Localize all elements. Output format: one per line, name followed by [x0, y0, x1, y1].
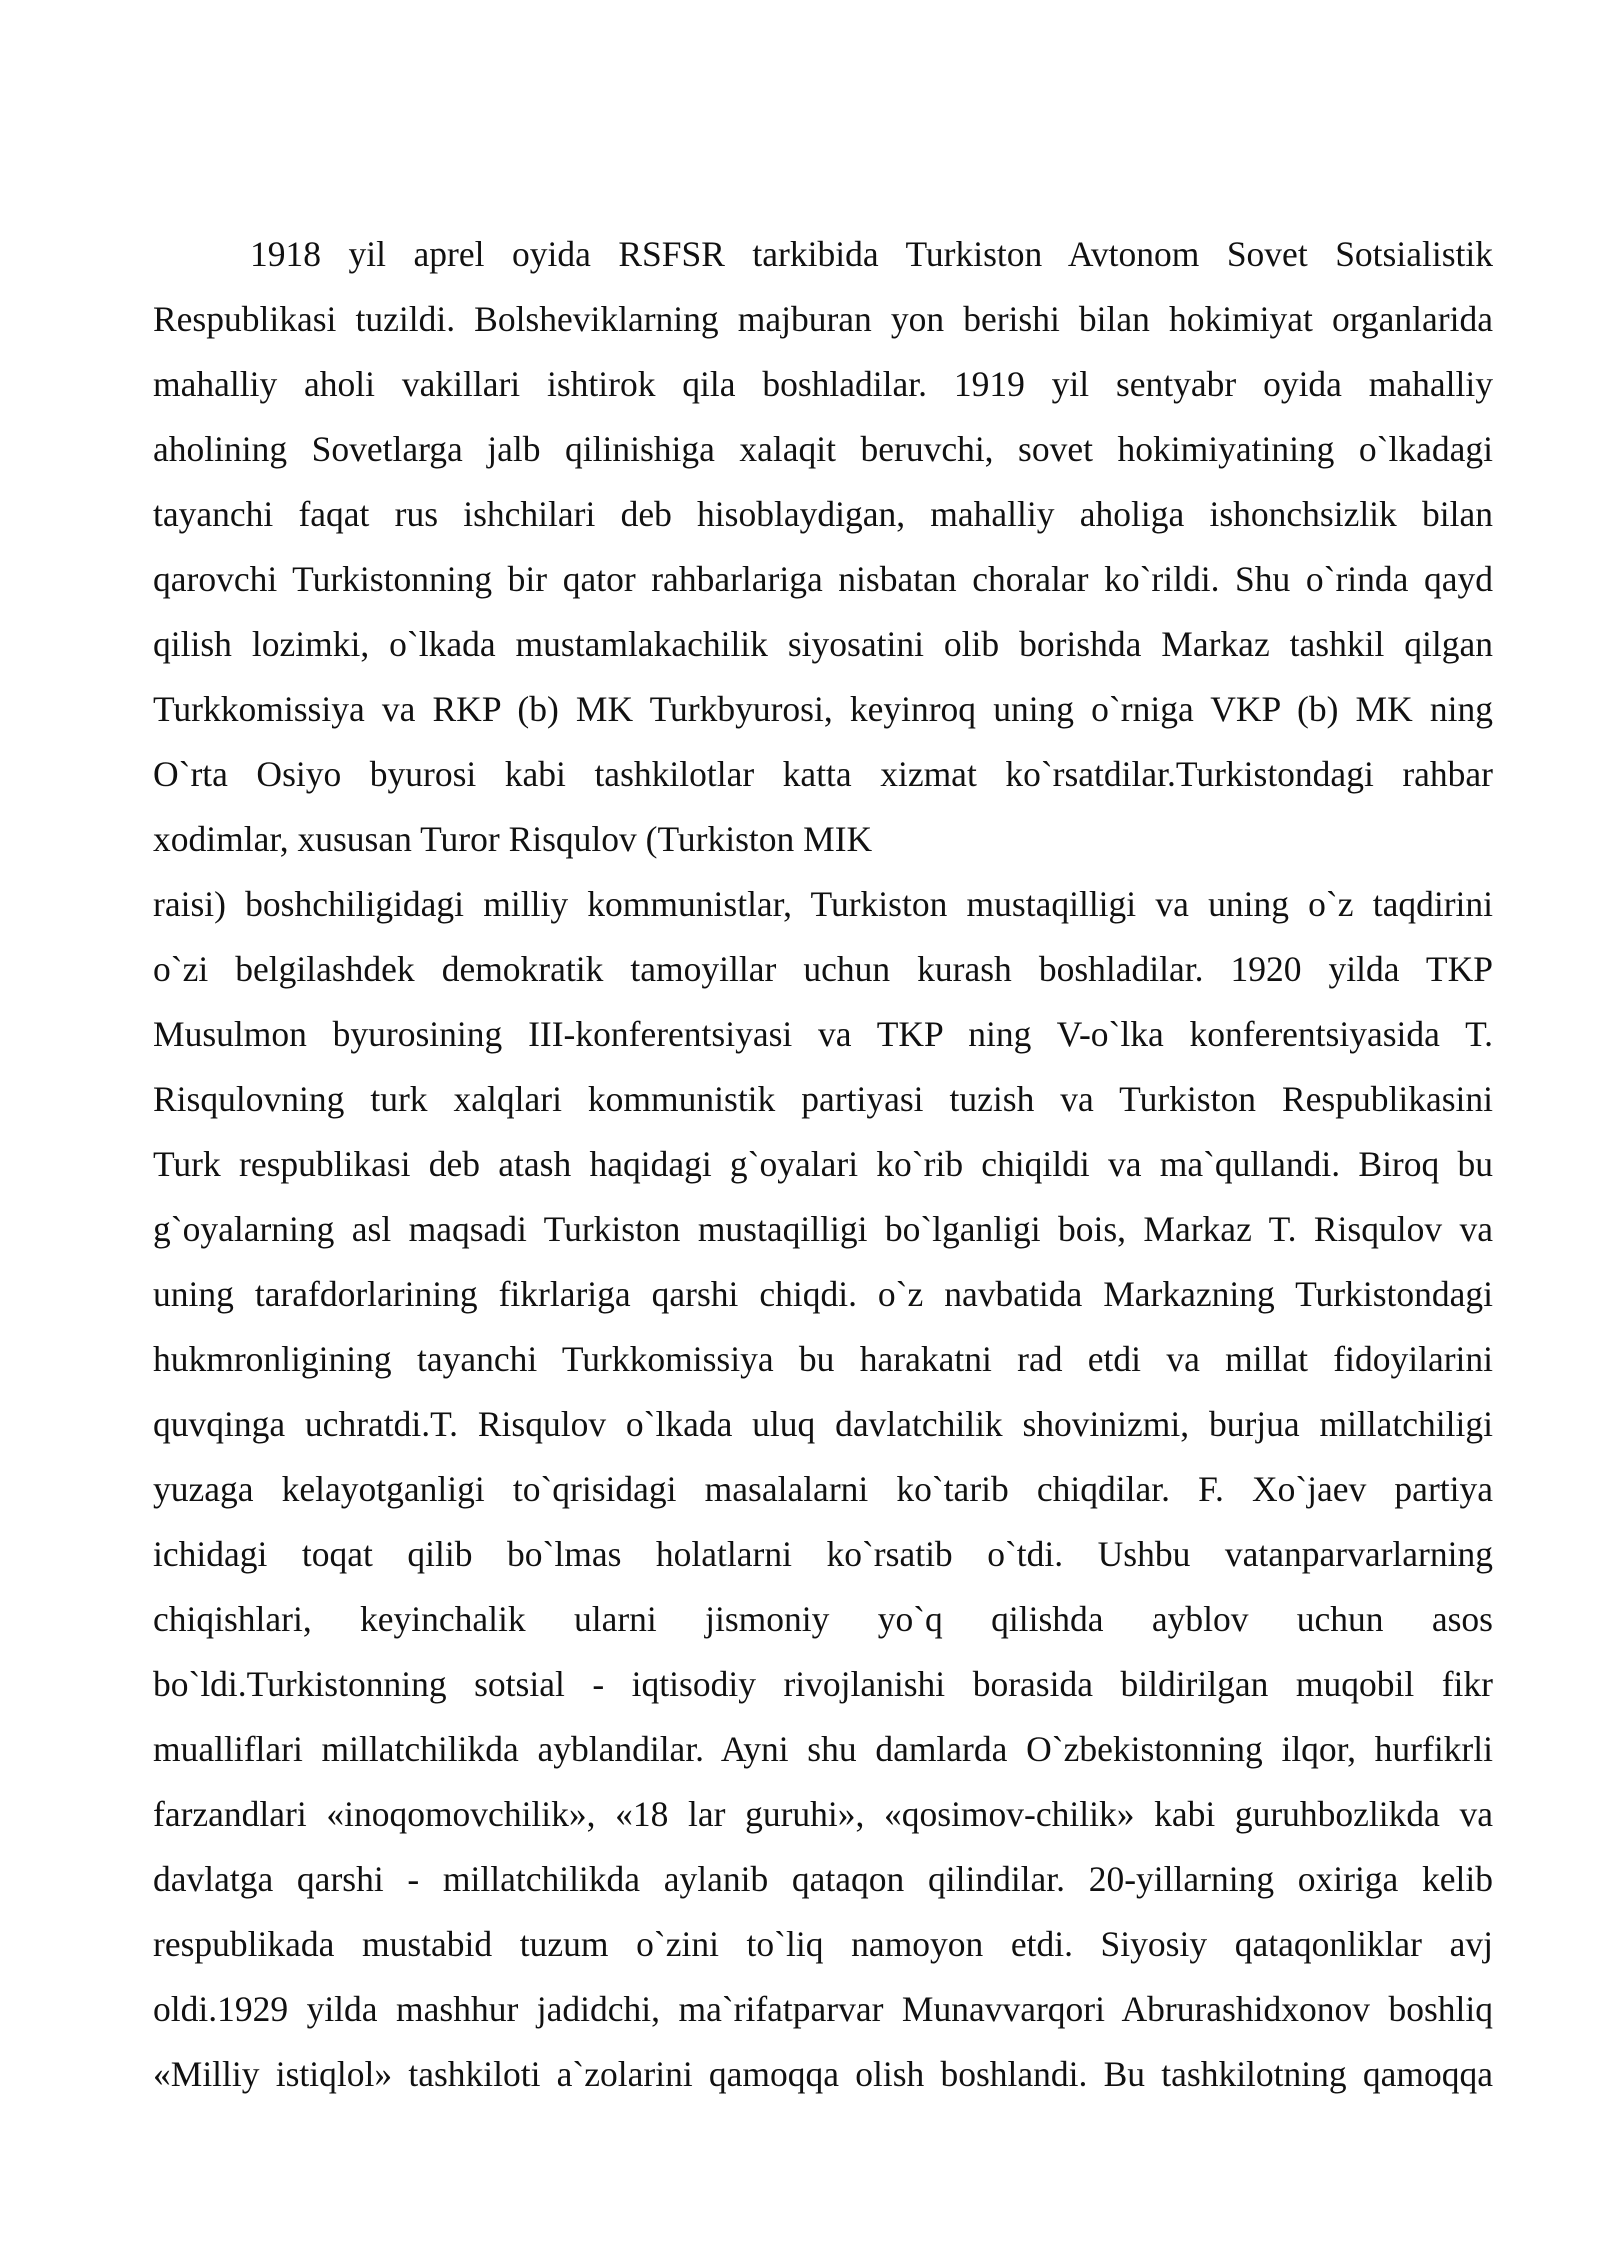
text-line: Respublikasi tuzildi. Bolsheviklarning majburan yon berishi bilan hokimiyat organlarida: [153, 299, 1493, 339]
text-line: g`oyalarning asl maqsadi Turkiston mustaqilligi bo`lganligi bois, Markaz T. Risqulov va: [153, 1209, 1493, 1249]
text-line: Risqulovning turk xalqlari kommunistik partiyasi tuzish va Turkiston Respublikasini: [153, 1079, 1493, 1119]
text-line: davlatga qarshi - millatchilikda aylanib qataqon qilindilar. 20-yillarning oxiriga kelib: [153, 1859, 1493, 1899]
text-line: hukmronligining tayanchi Turkkomissiya bu harakatni rad etdi va millat fidoyilarini: [153, 1339, 1493, 1379]
text-line: Turk respublikasi deb atash haqidagi g`oyalari ko`rib chiqildi va ma`qullandi. Biroq bu: [153, 1144, 1493, 1184]
text-line: 1918 yil aprel oyida RSFSR tarkibida Turkiston Avtonom Sovet Sotsialistik: [250, 234, 1493, 274]
text-line: o`zi belgilashdek demokratik tamoyillar uchun kurash boshladilar. 1920 yilda TKP: [153, 949, 1493, 989]
text-line: aholining Sovetlarga jalb qilinishiga xalaqit beruvchi, sovet hokimiyatining o`lkadagi: [153, 429, 1493, 469]
text-line: quvqinga uchratdi.T. Risqulov o`lkada uluq davlatchilik shovinizmi, burjua millatchiligi: [153, 1404, 1493, 1444]
text-line: ichidagi toqat qilib bo`lmas holatlarni ko`rsatib o`tdi. Ushbu vatanparvarlarning: [153, 1534, 1493, 1574]
text-line: mualliflari millatchilikda ayblandilar. Ayni shu damlarda O`zbekistonning ilqor, hurfikrli: [153, 1729, 1493, 1769]
text-line: farzandlari «inoqomovchilik», «18 lar guruhi», «qosimov-chilik» kabi guruhbozlikda va: [153, 1794, 1493, 1834]
text-line: uning tarafdorlarining fikrlariga qarshi chiqdi. o`z navbatida Markazning Turkistondagi: [153, 1274, 1493, 1314]
text-line: mahalliy aholi vakillari ishtirok qila boshladilar. 1919 yil sentyabr oyida mahalliy: [153, 364, 1493, 404]
text-line: raisi) boshchiligidagi milliy kommunistlar, Turkiston mustaqilligi va uning o`z taqdirini: [153, 884, 1493, 924]
text-line: chiqishlari, keyinchalik ularni jismoniy yo`q qilishda ayblov uchun asos: [153, 1599, 1493, 1639]
text-line: bo`ldi.Turkistonning sotsial - iqtisodiy rivojlanishi borasida bildirilgan muqobil fikr: [153, 1664, 1493, 1704]
body-paragraph: [153, 222, 1493, 2107]
text-line: qilish lozimki, o`lkada mustamlakachilik siyosatini olib borishda Markaz tashkil qilgan: [153, 624, 1493, 664]
text-line: tayanchi faqat rus ishchilari deb hisoblaydigan, mahalliy aholiga ishonchsizlik bilan: [153, 494, 1493, 534]
text-line: xodimlar, xususan Turor Risqulov (Turkiston MIK: [153, 819, 873, 859]
text-line: oldi.1929 yilda mashhur jadidchi, ma`rifatparvar Munavvarqori Abrurashidxonov boshliq: [153, 1989, 1493, 2029]
text-line: O`rta Osiyo byurosi kabi tashkilotlar katta xizmat ko`rsatdilar.Turkistondagi rahbar: [153, 754, 1493, 794]
text-line: yuzaga kelayotganligi to`qrisidagi masalalarni ko`tarib chiqdilar. F. Xo`jaev partiya: [153, 1469, 1493, 1509]
text-line: «Milliy istiqlol» tashkiloti a`zolarini qamoqqa olish boshlandi. Bu tashkilotning qamoqqa: [153, 2054, 1493, 2094]
text-line: respublikada mustabid tuzum o`zini to`liq namoyon etdi. Siyosiy qataqonliklar avj: [153, 1924, 1493, 1964]
text-line: qarovchi Turkistonning bir qator rahbarlariga nisbatan choralar ko`rildi. Shu o`rinda qayd: [153, 559, 1493, 599]
text-line: Turkkomissiya va RKP (b) MK Turkbyurosi, keyinroq uning o`rniga VKP (b) MK ning: [153, 689, 1493, 729]
text-line: Musulmon byurosining III-konferentsiyasi va TKP ning V-o`lka konferentsiyasida T.: [153, 1014, 1493, 1054]
